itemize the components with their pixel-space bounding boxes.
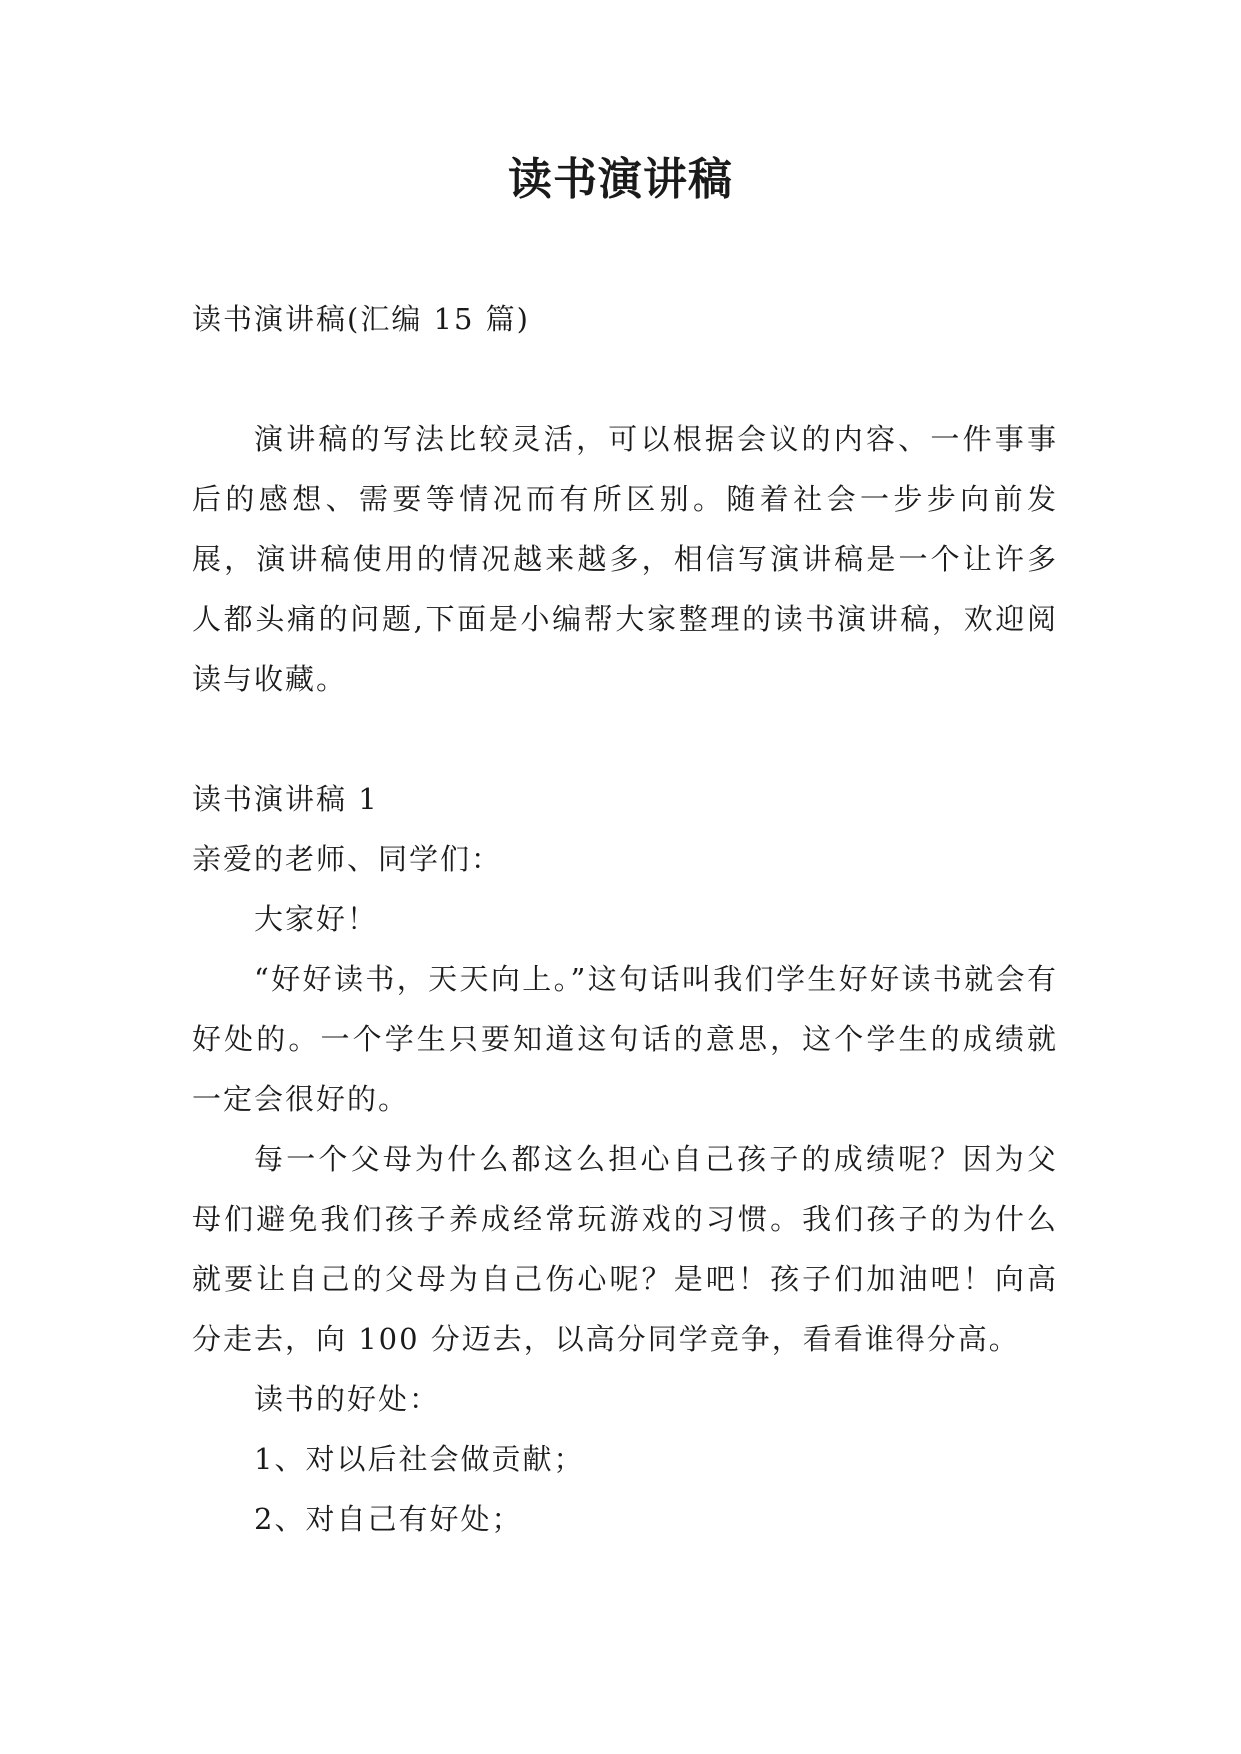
document-subtitle: 读书演讲稿(汇编 15 篇) (192, 302, 530, 336)
body-paragraph-1: “好好读书，天天向上。”这句话叫我们学生好好读书就会有好处的。一个学生只要知道这句话的意思，这个学生的成绩就一定会很好的。 (192, 962, 1058, 1116)
body-paragraph-2: 每一个父母为什么都这么担心自己孩子的成绩呢？因为父母们避免我们孩子养成经常玩游戏的习惯。我们孩子的为什么就要让自己的父母为自己伤心呢？是吧！孩子们加油吧！向高分走去，向 100 分迈去，以高分同学竞争，看看谁得分高。 (192, 1142, 1058, 1356)
spacer (192, 709, 1058, 769)
list-item: 2、对自己有好处； (254, 1502, 523, 1536)
page-title: 读书演讲稿 (508, 154, 733, 205)
greeting: 大家好！ (254, 902, 379, 936)
benefits-heading: 读书的好处： (254, 1382, 441, 1416)
document-body (192, 289, 1058, 1549)
spacer (192, 349, 1058, 409)
list-item: 1、对以后社会做贡献； (254, 1442, 585, 1476)
intro-paragraph: 演讲稿的写法比较灵活，可以根据会议的内容、一件事事后的感想、需要等情况而有所区别。随着社会一步步向前发展，演讲稿使用的情况越来越多，相信写演讲稿是一个让许多人都头痛的问题,下面是小编帮大家整理的读书演讲稿，欢迎阅读与收藏。 (192, 422, 1058, 696)
section-heading: 读书演讲稿 1 (192, 782, 379, 816)
salutation: 亲爱的老师、同学们： (192, 842, 503, 876)
